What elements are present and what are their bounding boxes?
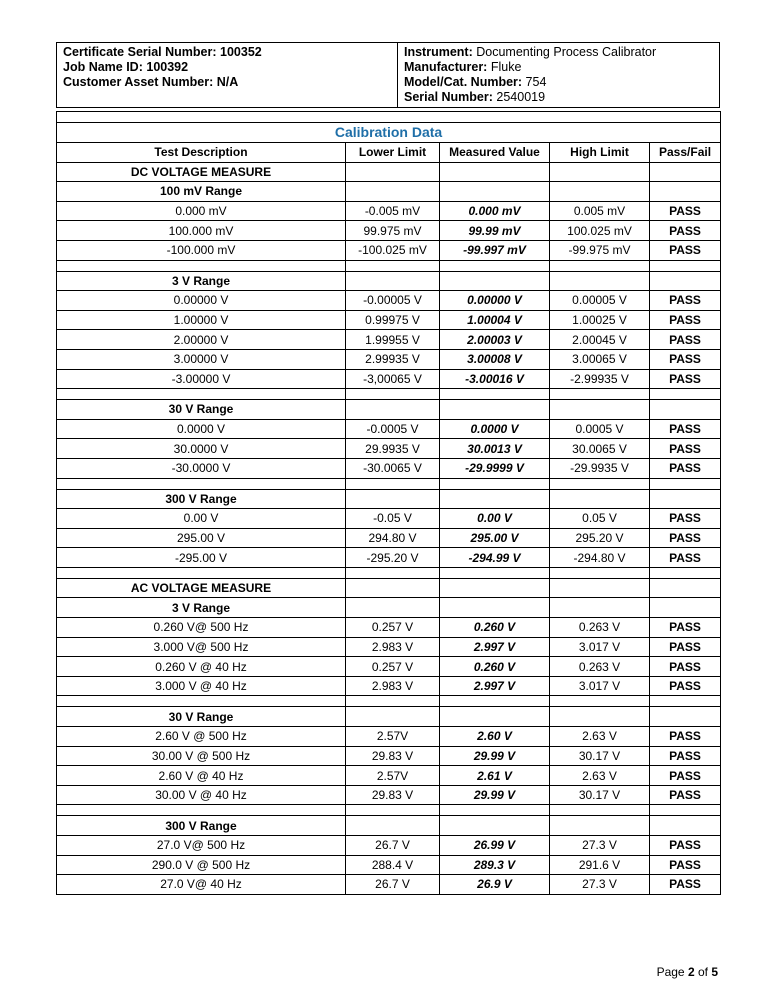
empty-cell [650, 598, 721, 618]
table-row [57, 766, 721, 786]
pass-fail-cell: PASS [650, 727, 721, 747]
test-description-cell: 2.60 V @ 40 Hz [57, 766, 346, 786]
test-description-cell: 27.0 V@ 40 Hz [57, 875, 346, 895]
column-header-row [57, 143, 721, 163]
left-header-line [63, 60, 391, 75]
lower-limit-cell: 29.83 V [346, 746, 440, 766]
empty-cell [346, 489, 440, 509]
header-value: 2540019 [496, 90, 546, 104]
lower-limit-cell: -100.025 mV [346, 240, 440, 260]
header-value: N/A [216, 75, 239, 89]
empty-cell [550, 182, 650, 202]
table-row [57, 349, 721, 369]
empty-cell [440, 260, 550, 271]
empty-cell [550, 567, 650, 578]
table-row [57, 419, 721, 439]
empty-cell [440, 389, 550, 400]
section-title: AC VOLTAGE MEASURE [57, 578, 346, 598]
high-limit-cell: 0.263 V [550, 657, 650, 677]
lower-limit-cell: 294.80 V [346, 528, 440, 548]
pass-fail-cell: PASS [650, 439, 721, 459]
empty-cell [440, 707, 550, 727]
measured-value-cell: -29.9999 V [440, 458, 550, 478]
pass-fail-cell: PASS [650, 637, 721, 657]
empty-cell [346, 389, 440, 400]
spacer-row [57, 260, 721, 271]
pass-fail-cell: PASS [650, 201, 721, 221]
table-row [57, 637, 721, 657]
high-limit-cell: 0.05 V [550, 509, 650, 529]
empty-cell [346, 182, 440, 202]
test-description-cell: 0.00 V [57, 509, 346, 529]
pass-fail-cell: PASS [650, 310, 721, 330]
measured-value-cell: 2.60 V [440, 727, 550, 747]
pass-fail-cell: PASS [650, 875, 721, 895]
table-row [57, 291, 721, 311]
left-header-line [63, 75, 391, 90]
empty-cell [346, 400, 440, 420]
test-description-cell: 100.000 mV [57, 221, 346, 241]
pass-fail-cell: PASS [650, 548, 721, 568]
range-title: 30 V Range [57, 400, 346, 420]
table-row [57, 369, 721, 389]
spacer-row [57, 112, 721, 123]
empty-cell [440, 478, 550, 489]
range-header-row [57, 816, 721, 836]
test-description-cell: 1.00000 V [57, 310, 346, 330]
lower-limit-cell: 0.99975 V [346, 310, 440, 330]
test-description-cell: 0.260 V @ 40 Hz [57, 657, 346, 677]
empty-cell [650, 162, 721, 182]
test-description-cell: 30.0000 V [57, 439, 346, 459]
lower-limit-cell: 0.257 V [346, 657, 440, 677]
test-description-cell: 30.00 V @ 40 Hz [57, 785, 346, 805]
right-header-line [404, 60, 713, 75]
lower-limit-cell: 29.9935 V [346, 439, 440, 459]
measured-value-cell: -294.99 V [440, 548, 550, 568]
table-row [57, 548, 721, 568]
header-label: Instrument: [404, 45, 473, 59]
table-row [57, 528, 721, 548]
pass-fail-cell: PASS [650, 676, 721, 696]
test-description-cell: 0.260 V@ 500 Hz [57, 618, 346, 638]
lower-limit-cell: -0.00005 V [346, 291, 440, 311]
high-limit-cell: 2.00045 V [550, 330, 650, 350]
measured-value-cell: 1.00004 V [440, 310, 550, 330]
pass-fail-cell: PASS [650, 657, 721, 677]
high-limit-cell: 0.00005 V [550, 291, 650, 311]
column-header: Measured Value [440, 143, 550, 163]
spacer-row [57, 389, 721, 400]
range-title: 30 V Range [57, 707, 346, 727]
test-description-cell: 0.0000 V [57, 419, 346, 439]
empty-cell [57, 478, 346, 489]
table-row [57, 836, 721, 856]
test-description-cell: 295.00 V [57, 528, 346, 548]
lower-limit-cell: 2.983 V [346, 676, 440, 696]
high-limit-cell: 0.263 V [550, 618, 650, 638]
measured-value-cell: 0.00000 V [440, 291, 550, 311]
empty-cell [346, 478, 440, 489]
pass-fail-cell: PASS [650, 369, 721, 389]
table-row [57, 310, 721, 330]
page-mid: of [694, 965, 712, 979]
empty-cell [440, 271, 550, 291]
range-header-row [57, 400, 721, 420]
high-limit-cell: 0.005 mV [550, 201, 650, 221]
table-row [57, 657, 721, 677]
empty-cell [650, 578, 721, 598]
empty-cell [650, 271, 721, 291]
pass-fail-cell: PASS [650, 528, 721, 548]
header-value: 100392 [146, 60, 189, 74]
empty-cell [346, 271, 440, 291]
lower-limit-cell: 1.99955 V [346, 330, 440, 350]
empty-cell [57, 696, 346, 707]
empty-cell [550, 598, 650, 618]
measured-value-cell: 0.260 V [440, 618, 550, 638]
header-value: Documenting Process Calibrator [476, 45, 657, 59]
table-row [57, 785, 721, 805]
lower-limit-cell: 29.83 V [346, 785, 440, 805]
empty-cell [440, 578, 550, 598]
high-limit-cell: 27.3 V [550, 836, 650, 856]
test-description-cell: 27.0 V@ 500 Hz [57, 836, 346, 856]
test-description-cell: -30.0000 V [57, 458, 346, 478]
empty-cell [440, 816, 550, 836]
table-row [57, 240, 721, 260]
measured-value-cell: 3.00008 V [440, 349, 550, 369]
pass-fail-cell: PASS [650, 618, 721, 638]
high-limit-cell: 2.63 V [550, 727, 650, 747]
high-limit-cell: 295.20 V [550, 528, 650, 548]
pass-fail-cell: PASS [650, 330, 721, 350]
empty-cell [550, 478, 650, 489]
high-limit-cell: 100.025 mV [550, 221, 650, 241]
table-row [57, 509, 721, 529]
lower-limit-cell: -295.20 V [346, 548, 440, 568]
measured-value-cell: 0.00 V [440, 509, 550, 529]
right-header-line [404, 45, 713, 60]
empty-cell [650, 489, 721, 509]
table-row [57, 746, 721, 766]
certificate-header-table [56, 42, 720, 108]
empty-cell [57, 389, 346, 400]
pass-fail-cell: PASS [650, 766, 721, 786]
header-label: Job Name ID: [63, 60, 143, 74]
range-title: 300 V Range [57, 816, 346, 836]
table-row [57, 330, 721, 350]
measured-value-cell: 99.99 mV [440, 221, 550, 241]
table-row [57, 618, 721, 638]
empty-cell [550, 162, 650, 182]
column-header: Pass/Fail [650, 143, 721, 163]
table-row [57, 201, 721, 221]
header-value: 100352 [220, 45, 262, 59]
measured-value-cell: 0.0000 V [440, 419, 550, 439]
empty-cell [440, 598, 550, 618]
test-description-cell: -100.000 mV [57, 240, 346, 260]
empty-cell [550, 271, 650, 291]
pass-fail-cell: PASS [650, 349, 721, 369]
certificate-info-cell [57, 43, 398, 108]
range-header-row [57, 271, 721, 291]
empty-cell [346, 260, 440, 271]
measured-value-cell: 289.3 V [440, 855, 550, 875]
measured-value-cell: 0.000 mV [440, 201, 550, 221]
empty-cell [440, 400, 550, 420]
empty-cell [57, 567, 346, 578]
column-header: High Limit [550, 143, 650, 163]
pass-fail-cell: PASS [650, 509, 721, 529]
spacer-row [57, 567, 721, 578]
measured-value-cell: 2.997 V [440, 676, 550, 696]
range-title: 3 V Range [57, 598, 346, 618]
empty-cell [440, 805, 550, 816]
table-row [57, 875, 721, 895]
empty-cell [550, 805, 650, 816]
header-label: Model/Cat. Number: [404, 75, 523, 89]
empty-cell [650, 816, 721, 836]
range-header-row [57, 489, 721, 509]
page-prefix: Page [656, 965, 688, 979]
measured-value-cell: 2.61 V [440, 766, 550, 786]
empty-cell [650, 567, 721, 578]
table-row [57, 727, 721, 747]
right-header-line [404, 75, 713, 90]
column-header: Test Description [57, 143, 346, 163]
empty-cell [650, 805, 721, 816]
empty-cell [550, 816, 650, 836]
test-description-cell: 2.00000 V [57, 330, 346, 350]
measured-value-cell: 0.260 V [440, 657, 550, 677]
lower-limit-cell: -0.05 V [346, 509, 440, 529]
measured-value-cell: -3.00016 V [440, 369, 550, 389]
empty-cell [346, 162, 440, 182]
header-label: Manufacturer: [404, 60, 488, 74]
left-header-line [63, 45, 391, 60]
empty-cell [550, 707, 650, 727]
range-title: 3 V Range [57, 271, 346, 291]
instrument-info-cell [398, 43, 720, 108]
empty-cell [346, 816, 440, 836]
empty-cell [650, 389, 721, 400]
range-title: 100 mV Range [57, 182, 346, 202]
empty-cell [650, 478, 721, 489]
header-label: Serial Number: [404, 90, 493, 104]
empty-cell [346, 598, 440, 618]
empty-cell [550, 389, 650, 400]
pass-fail-cell: PASS [650, 746, 721, 766]
column-header: Lower Limit [346, 143, 440, 163]
header-value: 754 [525, 75, 547, 89]
high-limit-cell: 3.00065 V [550, 349, 650, 369]
test-description-cell: 0.000 mV [57, 201, 346, 221]
lower-limit-cell: 0.257 V [346, 618, 440, 638]
measured-value-cell: 29.99 V [440, 746, 550, 766]
measured-value-cell: 26.99 V [440, 836, 550, 856]
high-limit-cell: -2.99935 V [550, 369, 650, 389]
empty-cell [650, 400, 721, 420]
empty-cell [346, 805, 440, 816]
empty-cell [550, 578, 650, 598]
pass-fail-cell: PASS [650, 419, 721, 439]
measured-value-cell: 2.00003 V [440, 330, 550, 350]
test-description-cell: 3.000 V@ 500 Hz [57, 637, 346, 657]
pass-fail-cell: PASS [650, 836, 721, 856]
table-row [57, 676, 721, 696]
empty-cell [346, 578, 440, 598]
lower-limit-cell: 26.7 V [346, 836, 440, 856]
high-limit-cell: 30.0065 V [550, 439, 650, 459]
lower-limit-cell: -3,00065 V [346, 369, 440, 389]
lower-limit-cell: 288.4 V [346, 855, 440, 875]
measured-value-cell: -99.997 mV [440, 240, 550, 260]
high-limit-cell: 2.63 V [550, 766, 650, 786]
lower-limit-cell: 2.983 V [346, 637, 440, 657]
test-description-cell: 30.00 V @ 500 Hz [57, 746, 346, 766]
range-header-row [57, 707, 721, 727]
spacer-row [57, 478, 721, 489]
high-limit-cell: 1.00025 V [550, 310, 650, 330]
right-header-line [404, 90, 713, 105]
empty-cell [650, 260, 721, 271]
lower-limit-cell: 26.7 V [346, 875, 440, 895]
high-limit-cell: 3.017 V [550, 676, 650, 696]
lower-limit-cell: 2.57V [346, 727, 440, 747]
section-header-row [57, 162, 721, 182]
empty-cell [440, 182, 550, 202]
test-description-cell: -3.00000 V [57, 369, 346, 389]
empty-cell [57, 260, 346, 271]
empty-cell [650, 182, 721, 202]
high-limit-cell: -29.9935 V [550, 458, 650, 478]
high-limit-cell: 291.6 V [550, 855, 650, 875]
empty-cell [650, 696, 721, 707]
high-limit-cell: 3.017 V [550, 637, 650, 657]
empty-cell [440, 696, 550, 707]
table-title-row [57, 123, 721, 143]
range-title: 300 V Range [57, 489, 346, 509]
pass-fail-cell: PASS [650, 855, 721, 875]
section-title: DC VOLTAGE MEASURE [57, 162, 346, 182]
page-total: 5 [711, 965, 718, 979]
measured-value-cell: 30.0013 V [440, 439, 550, 459]
range-header-row [57, 182, 721, 202]
empty-cell [650, 707, 721, 727]
lower-limit-cell: 2.99935 V [346, 349, 440, 369]
high-limit-cell: 0.0005 V [550, 419, 650, 439]
empty-cell [346, 707, 440, 727]
test-description-cell: 2.60 V @ 500 Hz [57, 727, 346, 747]
measured-value-cell: 26.9 V [440, 875, 550, 895]
empty-cell [346, 567, 440, 578]
lower-limit-cell: -30.0065 V [346, 458, 440, 478]
empty-cell [440, 162, 550, 182]
measured-value-cell: 29.99 V [440, 785, 550, 805]
measured-value-cell: 2.997 V [440, 637, 550, 657]
test-description-cell: 3.00000 V [57, 349, 346, 369]
header-label: Certificate Serial Number: [63, 45, 217, 59]
lower-limit-cell: -0.0005 V [346, 419, 440, 439]
test-description-cell: -295.00 V [57, 548, 346, 568]
section-header-row [57, 578, 721, 598]
spacer-row [57, 696, 721, 707]
high-limit-cell: 30.17 V [550, 746, 650, 766]
empty-cell [550, 696, 650, 707]
high-limit-cell: -294.80 V [550, 548, 650, 568]
table-row [57, 439, 721, 459]
high-limit-cell: 27.3 V [550, 875, 650, 895]
pass-fail-cell: PASS [650, 221, 721, 241]
measured-value-cell: 295.00 V [440, 528, 550, 548]
empty-cell [550, 400, 650, 420]
test-description-cell: 0.00000 V [57, 291, 346, 311]
table-row [57, 458, 721, 478]
table-row [57, 855, 721, 875]
header-label: Customer Asset Number: [63, 75, 214, 89]
empty-cell [57, 805, 346, 816]
calibration-data-table [56, 111, 721, 895]
range-header-row [57, 598, 721, 618]
page-number [657, 965, 718, 979]
test-description-cell: 3.000 V @ 40 Hz [57, 676, 346, 696]
pass-fail-cell: PASS [650, 458, 721, 478]
page-current: 2 [687, 965, 695, 979]
empty-cell [346, 696, 440, 707]
table-row [57, 221, 721, 241]
pass-fail-cell: PASS [650, 291, 721, 311]
lower-limit-cell: 2.57V [346, 766, 440, 786]
lower-limit-cell: 99.975 mV [346, 221, 440, 241]
empty-cell [550, 260, 650, 271]
table-title: Calibration Data [57, 123, 721, 143]
spacer-row [57, 805, 721, 816]
high-limit-cell: 30.17 V [550, 785, 650, 805]
empty-cell [440, 489, 550, 509]
pass-fail-cell: PASS [650, 240, 721, 260]
header-value: Fluke [490, 60, 522, 74]
pass-fail-cell: PASS [650, 785, 721, 805]
lower-limit-cell: -0.005 mV [346, 201, 440, 221]
empty-cell [440, 567, 550, 578]
test-description-cell: 290.0 V @ 500 Hz [57, 855, 346, 875]
high-limit-cell: -99.975 mV [550, 240, 650, 260]
empty-cell [550, 489, 650, 509]
